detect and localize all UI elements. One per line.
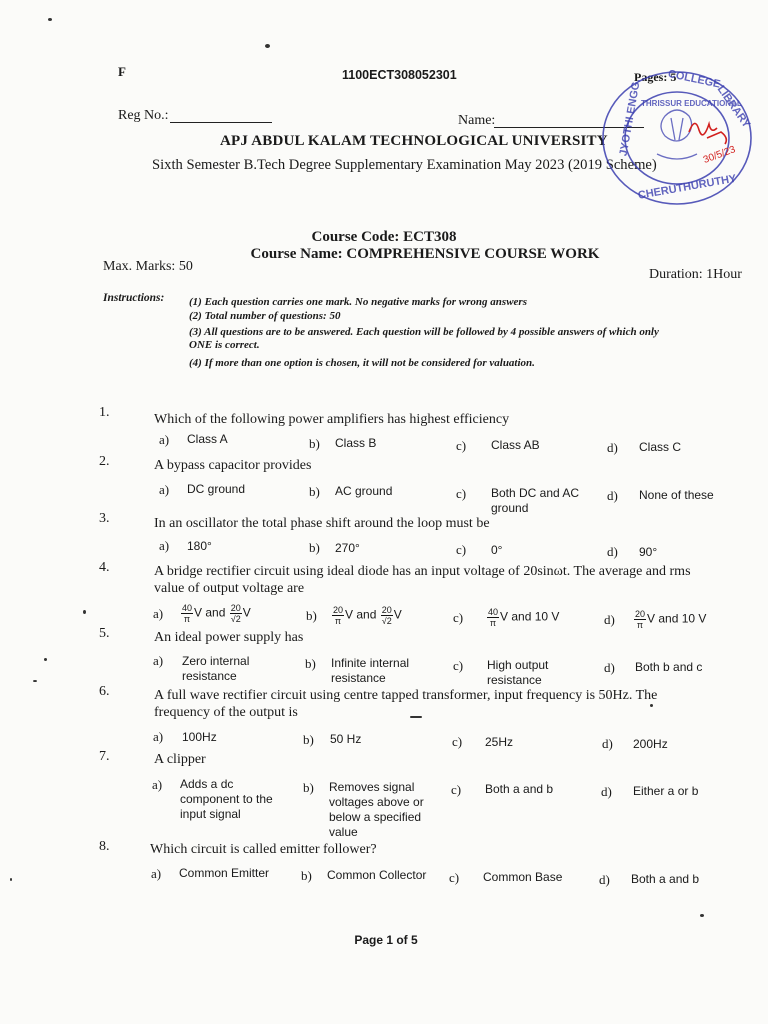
svg-text:30/5/23: 30/5/23: [701, 144, 737, 166]
option-label: d): [607, 488, 618, 503]
reg-no-label: Reg No.:: [118, 108, 169, 123]
question-text: Which of the following power amplifiers has highest efficiency: [154, 412, 510, 427]
question-text: A bridge rectifier circuit using ideal diode has an input voltage of 20sinωt. The average and rms value of output voltage are: [154, 564, 691, 596]
instruction-4: (4) If more than one option is chosen, it will not be considered for valuation.: [189, 357, 535, 369]
option-label: c): [453, 610, 464, 625]
option-label: a): [153, 729, 164, 744]
option-label: a): [159, 538, 170, 553]
fraction: $\frac{40}{\pi}$: [182, 603, 193, 624]
option-label: a): [152, 777, 163, 792]
option-text: AC ground: [335, 484, 393, 498]
svg-text:COLLEGE: COLLEGE: [666, 67, 722, 91]
library-stamp: [597, 66, 757, 216]
question-number: 8.: [99, 839, 110, 854]
scan-speck: [44, 658, 47, 661]
instruction-2: (2) Total number of questions: 50: [189, 310, 341, 322]
option-text: None of these: [639, 488, 714, 502]
set-letter: F: [118, 64, 126, 79]
question-number: 2.: [99, 454, 110, 469]
svg-text:LIBRARY: LIBRARY: [714, 83, 753, 131]
question-text: In an oscillator the total phase shift around the loop must be: [154, 516, 490, 531]
option-text: 0°: [491, 543, 503, 557]
svg-text:THRISSUR EDUCATIONAL: THRISSUR EDUCATIONAL: [641, 99, 742, 108]
option-text: $\frac{20}{\pi}$ V and 10 V: [635, 609, 707, 630]
question-number: 1.: [99, 405, 110, 420]
question-number: 7.: [99, 749, 110, 764]
scan-speck: [700, 914, 704, 917]
question-text: Which circuit is called emitter follower?: [150, 842, 377, 857]
option-label: a): [159, 482, 170, 497]
scan-speck: [10, 878, 12, 881]
option-label: a): [153, 606, 164, 621]
question-number: 5.: [99, 626, 110, 641]
option-label: b): [309, 436, 320, 451]
option-label: c): [449, 870, 460, 885]
option-text: Common Emitter: [179, 866, 270, 880]
question-number: 3.: [99, 511, 110, 526]
option-label: b): [309, 484, 320, 499]
course-code: Course Code: ECT308: [311, 229, 457, 245]
university-name: APJ ABDUL KALAM TECHNOLOGICAL UNIVERSITY: [220, 133, 608, 149]
option-label: b): [303, 780, 314, 795]
option-text: $\frac{40}{\pi}$ V and 10 V: [488, 607, 560, 628]
option-text: High output resistance: [487, 658, 549, 687]
question-text: A full wave rectifier circuit using centre tapped transformer, input frequency is 50Hz. The frequency of the output is: [154, 688, 658, 720]
option-label: c): [456, 438, 467, 453]
option-label: a): [151, 866, 162, 881]
option-text: Infinite internal resistance: [331, 656, 410, 685]
option-label: b): [301, 868, 312, 883]
svg-text:CHERUTHURUTHY: CHERUTHURUTHY: [637, 172, 738, 202]
option-label: b): [309, 540, 320, 555]
instruction-1: (1) Each question carries one mark. No negative marks for wrong answers: [189, 296, 527, 308]
svg-text:JYOTHI ENGG.: JYOTHI ENGG.: [617, 77, 643, 158]
page-count: Pages: 5: [634, 70, 677, 84]
fraction: $\frac{20}{√2}$: [230, 603, 241, 624]
exam-title: Sixth Semester B.Tech Degree Supplementary Examination May 2023 (2019 Scheme): [152, 157, 657, 173]
option-label: d): [607, 544, 618, 559]
option-text: Both a and b: [631, 872, 700, 886]
option-text: Zero internal resistance: [182, 654, 250, 683]
option-label: b): [303, 732, 314, 747]
option-text: Common Base: [483, 870, 563, 884]
fraction: $\frac{20}{\pi}$: [333, 605, 344, 626]
option-label: c): [452, 734, 463, 749]
option-text: Common Collector: [327, 868, 427, 882]
option-text: Both a and b: [485, 782, 554, 796]
duration: Duration: 1Hour: [649, 267, 742, 282]
option-text: Either a or b: [633, 784, 699, 798]
option-text: 180°: [187, 539, 212, 553]
option-text: 90°: [639, 545, 658, 559]
option-label: d): [601, 784, 612, 799]
option-text: Both DC and AC ground: [491, 486, 580, 515]
option-label: b): [305, 656, 316, 671]
scan-speck: [33, 680, 37, 682]
page-number: Page 1 of 5: [354, 933, 418, 947]
option-text: 270°: [335, 541, 360, 555]
option-label: d): [604, 612, 615, 627]
question-number: 4.: [99, 560, 110, 575]
option-text: $\frac{20}{\pi}$ V and $\frac{20}{√2}$ V: [333, 605, 402, 626]
max-marks: Max. Marks: 50: [103, 259, 193, 274]
instructions-label: Instructions:: [103, 292, 165, 304]
name-label: Name:: [458, 113, 496, 128]
question-number: 6.: [99, 684, 110, 699]
scan-speck: [265, 44, 270, 48]
instruction-3: (3) All questions are to be answered. Each question will be followed by 4 possible answers of which only ONE is correct.: [189, 326, 659, 351]
option-text: $\frac{40}{\pi}$ V and $\frac{20}{√2}$ V: [182, 603, 251, 624]
option-label: d): [604, 660, 615, 675]
option-text: 25Hz: [485, 735, 514, 749]
option-label: c): [456, 542, 467, 557]
option-label: c): [453, 658, 464, 673]
option-label: d): [607, 440, 618, 455]
fraction: $\frac{20}{√2}$: [381, 605, 392, 626]
option-text: 200Hz: [633, 737, 668, 751]
option-text: 100Hz: [182, 730, 217, 744]
scan-speck: [410, 716, 422, 718]
option-text: Adds a dc component to the input signal: [180, 777, 273, 821]
option-text: Class AB: [491, 438, 540, 452]
option-text: Both b and c: [635, 660, 703, 674]
question-paper-code: 1100ECT308052301: [342, 68, 457, 82]
question-text: An ideal power supply has: [154, 630, 304, 645]
scan-speck: [83, 610, 86, 614]
option-text: Removes signal voltages above or below a specified value: [329, 780, 424, 839]
option-text: 50 Hz: [330, 732, 362, 746]
option-label: d): [602, 736, 613, 751]
option-label: d): [599, 872, 610, 887]
question-text: A bypass capacitor provides: [154, 458, 312, 473]
option-label: c): [456, 486, 467, 501]
fraction: $\frac{20}{\pi}$: [635, 609, 646, 630]
option-text: Class C: [639, 440, 682, 454]
option-label: b): [306, 608, 317, 623]
option-text: DC ground: [187, 482, 246, 496]
option-label: a): [153, 653, 164, 668]
reg-no-line: [170, 122, 272, 123]
fraction: $\frac{40}{\pi}$: [488, 607, 499, 628]
scan-speck: [650, 704, 653, 707]
question-text: A clipper: [154, 752, 206, 767]
option-label: a): [159, 432, 170, 447]
scan-speck: [48, 18, 52, 21]
option-text: Class A: [187, 432, 228, 446]
option-label: c): [451, 782, 462, 797]
option-text: Class B: [335, 436, 377, 450]
course-name: Course Name: COMPREHENSIVE COURSE WORK: [250, 246, 600, 262]
